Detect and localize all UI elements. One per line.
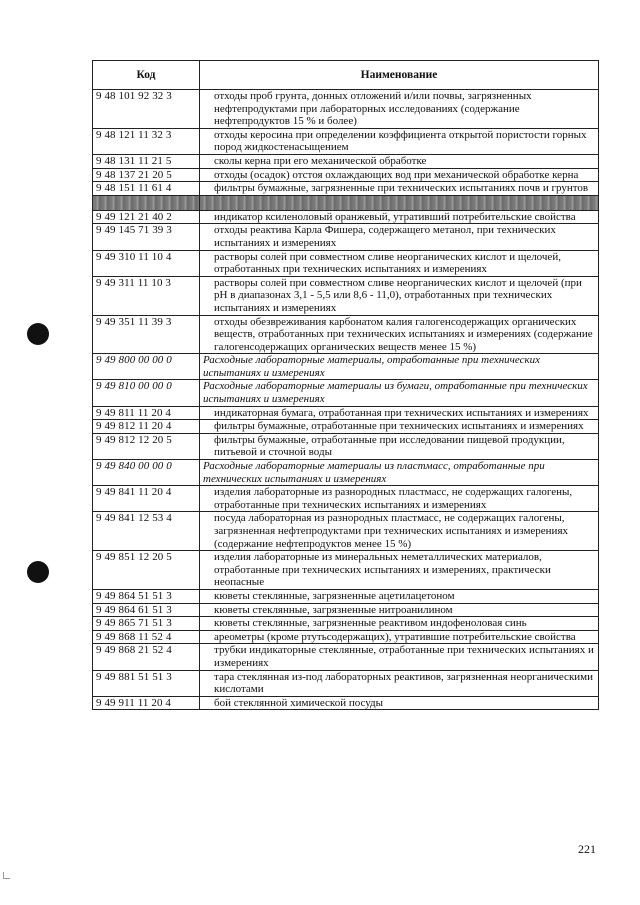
cell-code	[93, 195, 200, 210]
cell-name: фильтры бумажные, загрязненные при технических испытаниях почв и грунтов	[200, 182, 599, 196]
cell-code: 9 48 131 11 21 5	[93, 154, 200, 168]
cell-code: 9 49 812 11 20 4	[93, 420, 200, 434]
cell-code: 9 48 137 21 20 5	[93, 168, 200, 182]
cell-name: отходы (осадок) отстоя охлаждающих вод при механической обработке керна	[200, 168, 599, 182]
table-row	[93, 589, 599, 603]
cell-code: 9 49 868 11 52 4	[93, 630, 200, 644]
cell-name: кюветы стеклянные, загрязненные ацетилацетоном	[200, 589, 599, 603]
cell-name: сколы керна при его механической обработке	[200, 154, 599, 168]
table-row	[93, 670, 599, 696]
table-row	[93, 696, 599, 710]
cell-name: Расходные лабораторные материалы из бумаги, отработанные при технических испытаниях и измерениях	[200, 380, 599, 406]
table-row	[93, 182, 599, 196]
cell-name: растворы солей при совместном сливе неорганических кислот и щелочей (при pH в диапазонах 3,1 - 5,5 или 8,6 - 11,0), отработанных при технических испытаниях и измерениях	[200, 276, 599, 315]
cell-name: Расходные лабораторные материалы из пластмасс, отработанные при технических испытаниях и измерениях	[200, 460, 599, 486]
table-row	[93, 168, 599, 182]
cell-code: 9 48 101 92 32 3	[93, 90, 200, 129]
table-row	[93, 617, 599, 631]
cell-name: отходы реактива Карла Фишера, содержащего метанол, при технических испытаниях и измерениях	[200, 224, 599, 250]
cell-name: фильтры бумажные, отработанные при исследовании пищевой продукции, питьевой и сточной воды	[200, 433, 599, 459]
table-row	[93, 250, 599, 276]
cell-name: отходы керосина при определении коэффициента открытой пористости горных пород жидкостенасыщением	[200, 128, 599, 154]
punch-hole-top	[27, 323, 49, 345]
cell-name: изделия лабораторные из разнородных пластмасс, не содержащих галогены, отработанные при технических испытаниях и измерениях	[200, 486, 599, 512]
page-number: 221	[578, 842, 596, 856]
cell-code: 9 49 800 00 00 0	[93, 354, 200, 380]
table-row	[93, 276, 599, 315]
table-row	[93, 315, 599, 354]
cell-name: отходы проб грунта, донных отложений и/или почвы, загрязненных нефтепродуктами при лабораторных исследованиях (содержание нефтепродуктов 15 % и более)	[200, 90, 599, 129]
cell-code: 9 49 851 12 20 5	[93, 551, 200, 590]
cell-code: 9 49 840 00 00 0	[93, 460, 200, 486]
cell-code: 9 49 311 11 10 3	[93, 276, 200, 315]
table-row	[93, 433, 599, 459]
header-name: Наименование	[200, 61, 599, 90]
punch-hole-bottom	[27, 561, 49, 583]
cell-code: 9 49 810 00 00 0	[93, 380, 200, 406]
cell-code: 9 49 868 21 52 4	[93, 644, 200, 670]
table-row	[93, 210, 599, 224]
table-row	[93, 90, 599, 129]
cell-name: бой стеклянной химической посуды	[200, 696, 599, 710]
table-header-row	[93, 61, 599, 90]
cell-name: отходы обезвреживания карбонатом калия галогенсодержащих органических веществ, отработанных при технических испытаниях и измерениях (содержание галогенсодержащих органических веществ менее 15 %)	[200, 315, 599, 354]
cell-name: тара стеклянная из-под лабораторных реактивов, загрязненная неорганическими кислотами	[200, 670, 599, 696]
cell-name: изделия лабораторные из минеральных неметаллических материалов, отработанные при технических испытаниях и измерениях, практически неопасные	[200, 551, 599, 590]
table-row	[93, 630, 599, 644]
cell-name: посуда лабораторная из разнородных пластмасс, не содержащих галогены, загрязненная нефтепродуктами при технических испытаниях и измерениях (содержание нефтепродуктов менее 15 %)	[200, 512, 599, 551]
scan-corner-mark	[3, 872, 10, 879]
cell-name	[200, 195, 599, 210]
table-row	[93, 420, 599, 434]
cell-code: 9 49 811 11 20 4	[93, 406, 200, 420]
cell-name: кюветы стеклянные, загрязненные нитроанилином	[200, 603, 599, 617]
cell-name: ареометры (кроме ртутьсодержащих), утратившие потребительские свойства	[200, 630, 599, 644]
table-body	[93, 90, 599, 710]
cell-name: Расходные лабораторные материалы, отработанные при технических испытаниях и измерениях	[200, 354, 599, 380]
cell-code: 9 49 881 51 51 3	[93, 670, 200, 696]
cell-code: 9 48 151 11 61 4	[93, 182, 200, 196]
cell-name: фильтры бумажные, отработанные при технических испытаниях и измерениях	[200, 420, 599, 434]
cell-code: 9 49 864 51 51 3	[93, 589, 200, 603]
cell-code: 9 49 121 21 40 2	[93, 210, 200, 224]
table-row	[93, 224, 599, 250]
table-group-row	[93, 460, 599, 486]
table-row	[93, 644, 599, 670]
cell-name: индикаторная бумага, отработанная при технических испытаниях и измерениях	[200, 406, 599, 420]
cell-name: индикатор ксиленоловый оранжевый, утративший потребительские свойства	[200, 210, 599, 224]
table-row	[93, 486, 599, 512]
cell-name: трубки индикаторные стеклянные, отработанные при технических испытаниях и измерениях	[200, 644, 599, 670]
cell-code: 9 48 121 11 32 3	[93, 128, 200, 154]
table-row	[93, 128, 599, 154]
table-group-row	[93, 354, 599, 380]
table-group-row	[93, 380, 599, 406]
cell-code: 9 49 841 11 20 4	[93, 486, 200, 512]
cell-code: 9 49 864 61 51 3	[93, 603, 200, 617]
cell-code: 9 49 145 71 39 3	[93, 224, 200, 250]
table-row	[93, 603, 599, 617]
header-code: Код	[93, 61, 200, 90]
shaded-separator-row	[93, 195, 599, 210]
cell-name: растворы солей при совместном сливе неорганических кислот и щелочей, отработанных при технических испытаниях и измерениях	[200, 250, 599, 276]
cell-code: 9 49 351 11 39 3	[93, 315, 200, 354]
cell-name: кюветы стеклянные, загрязненные реактивом индофеноловая синь	[200, 617, 599, 631]
table-row	[93, 154, 599, 168]
waste-classification-table	[92, 60, 599, 710]
table-row	[93, 512, 599, 551]
cell-code: 9 49 310 11 10 4	[93, 250, 200, 276]
table-row	[93, 406, 599, 420]
cell-code: 9 49 812 12 20 5	[93, 433, 200, 459]
cell-code: 9 49 865 71 51 3	[93, 617, 200, 631]
cell-code: 9 49 841 12 53 4	[93, 512, 200, 551]
cell-code: 9 49 911 11 20 4	[93, 696, 200, 710]
table-row	[93, 551, 599, 590]
